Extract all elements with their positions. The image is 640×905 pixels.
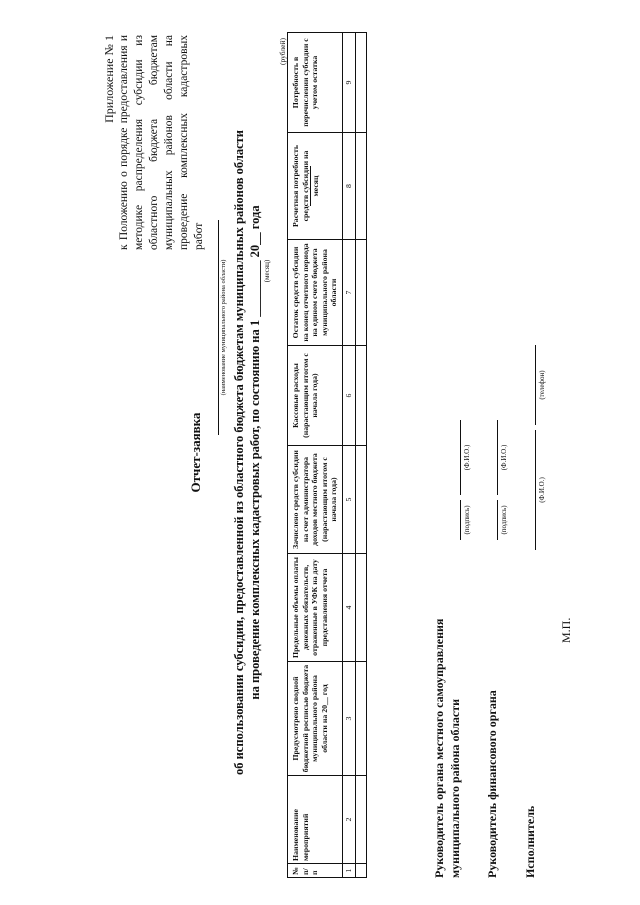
- municipality-name-line: [218, 220, 219, 435]
- table-empty-row: [355, 33, 366, 878]
- executor-phone-caption: (телефон): [538, 370, 546, 400]
- number-cell: 7: [342, 240, 355, 346]
- table-header-row: [288, 33, 343, 878]
- header-cell: Потребность в перечислении субсидии с учетом остатка: [288, 33, 343, 133]
- number-cell: 9: [342, 33, 355, 133]
- header-cell: № п/п: [288, 864, 343, 878]
- header-cell: [288, 133, 343, 240]
- header-cell: Зачислено средств субсидии на счет администратора доходов местного бюджета (нарастающим итогом с начала года): [288, 446, 343, 554]
- header-cell: Предельные объемы оплаты денежных обязательств, отраженные в УФК на дату представления отчета: [288, 554, 343, 662]
- head-label-line-1: Руководитель органа местного самоуправления: [432, 618, 446, 878]
- number-cell: 2: [342, 776, 355, 864]
- finance-signature-line: [497, 500, 498, 540]
- empty-cell: [355, 446, 366, 554]
- finance-head-label: Руководитель финансового органа: [485, 690, 499, 878]
- header-month-caption: месяц: [311, 175, 320, 197]
- month-caption: (месяц): [263, 259, 271, 283]
- head-name-line: [460, 420, 461, 495]
- empty-cell: [355, 864, 366, 878]
- empty-cell: [355, 133, 366, 240]
- header-cell: Наименование мероприятий: [288, 776, 343, 864]
- finance-name-line: [497, 420, 498, 495]
- head-signature-line: [460, 500, 461, 540]
- header-text: Расчетная потребность средств субсидии на: [291, 145, 310, 227]
- number-cell: 5: [342, 446, 355, 554]
- number-cell: 6: [342, 346, 355, 446]
- units-label: (рублей): [278, 37, 287, 65]
- report-title: Отчет-заявка: [188, 412, 203, 493]
- finance-name-caption: (Ф.И.О.): [500, 444, 508, 471]
- executor-phone-line: [535, 345, 536, 425]
- empty-cell: [355, 554, 366, 662]
- finance-signature-caption: (подпись): [500, 505, 508, 535]
- number-cell: 1: [342, 864, 355, 878]
- empty-cell: [355, 240, 366, 346]
- empty-cell: [355, 776, 366, 864]
- appendix-text: к Положению о порядке предоставления и методике распределения субсидии из областного бюджета бюджетам муниципальных районов области на проведение комплексных кадастровых работ: [118, 35, 205, 250]
- executor-name-line: [535, 430, 536, 550]
- report-subject-line-2: на проведение комплексных кадастровых работ, по состоянию на 1 _________ 20__ года: [248, 205, 262, 700]
- report-table: [287, 32, 367, 878]
- header-cell: Остаток средств субсидии на конец отчетного периода на едином счете бюджета муниципального района области: [288, 240, 343, 346]
- number-cell: 3: [342, 662, 355, 776]
- appendix-heading: Приложение № 1: [102, 35, 116, 123]
- head-name-caption: (Ф.И.О.): [463, 444, 471, 471]
- number-cell: 8: [342, 133, 355, 240]
- stamp-place-label: М.П.: [559, 617, 573, 643]
- header-cell: Кассовые расходы (нарастающим итогом с начала года): [288, 346, 343, 446]
- executor-name-caption: (Ф.И.О.): [538, 477, 546, 503]
- header-cell: Предусмотрено сводной бюджетной росписью бюджета муниципального района области на 20__ год: [288, 662, 343, 776]
- report-subject-line-1: об использовании субсидии, предоставленной из областного бюджета бюджетам муниципальных районов области: [232, 129, 246, 776]
- empty-cell: [355, 346, 366, 446]
- head-label-line-2: муниципального района области: [448, 698, 462, 878]
- head-signature-caption: (подпись): [463, 505, 471, 535]
- number-cell: 4: [342, 554, 355, 662]
- table-number-row: [342, 33, 355, 878]
- empty-cell: [355, 662, 366, 776]
- executor-label: Исполнитель: [523, 805, 537, 878]
- empty-cell: [355, 33, 366, 133]
- municipality-caption: (наименование муниципального района области): [220, 259, 227, 396]
